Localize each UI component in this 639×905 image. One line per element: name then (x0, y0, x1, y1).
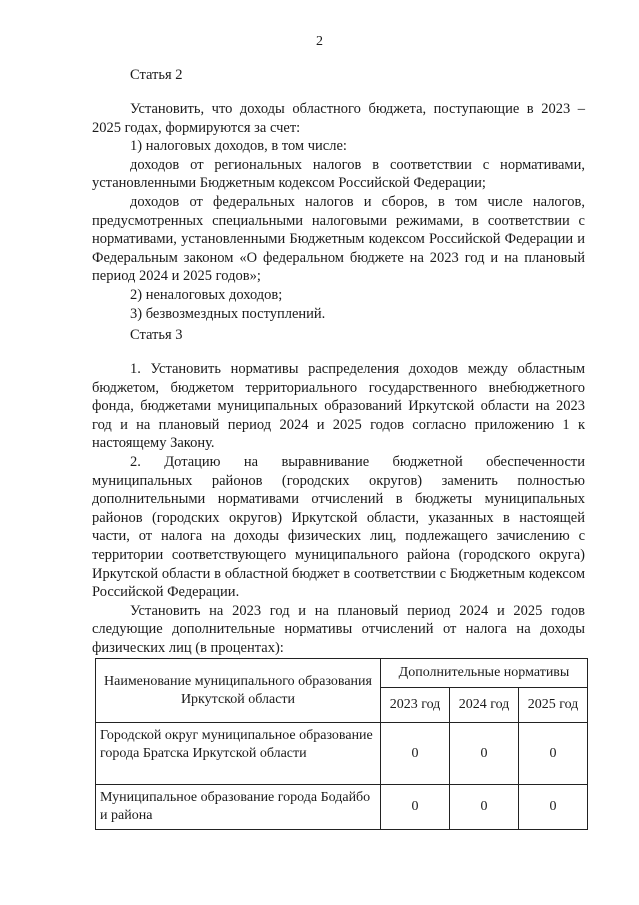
article-2-intro: Установить, что доходы областного бюджета, поступающие в 2023 – 2025 годах, формируются за счет: (92, 101, 585, 136)
article-2-item-1: 1) налоговых доходов, в том числе: (130, 138, 347, 155)
article-3-paragraph-2: 2. Дотацию на выравнивание бюджетной обеспеченности муниципальных районов (городских округов) заменить полностью дополнительными нормативами отчислений в бюджеты муниципальных районов (городских округов) Иркутской области, указанных в настоящей части, от налога на доходы физических лиц, подлежащего зачислению с территории соответствующего муниципального района (городского округа) Иркутской области в областной бюджет в соответствии с Бюджетным кодексом Российской Федерации. (92, 453, 585, 601)
normatives-table (95, 658, 588, 830)
table-cell-value: 0 (450, 785, 519, 830)
table-cell-value: 0 (519, 723, 588, 785)
table-cell-value: 0 (381, 723, 450, 785)
article-2-item-1a: доходов от региональных налогов в соответствии с нормативами, установленными Бюджетным кодексом Российской Федерации; (92, 156, 585, 192)
table-cell-value: 0 (381, 785, 450, 830)
table-row (96, 785, 588, 830)
page-number: 2 (316, 34, 323, 49)
table-year-header: 2024 год (450, 688, 519, 723)
table-cell-value: 0 (450, 723, 519, 785)
article-3-paragraph-1: 1. Установить нормативы распределения доходов между областным бюджетом, бюджетом территориального государственного внебюджетного фонда, бюджетами муниципальных образований Иркутской области на 2023 год и на плановый период 2024 и 2025 годов согласно приложению 1 к настоящему Закону. (92, 361, 585, 452)
table-year-header: 2023 год (381, 688, 450, 723)
article-2-item-3: 3) безвозмездных поступлений. (130, 305, 326, 322)
article-2-item-2: 2) неналоговых доходов; (130, 286, 283, 303)
article-2-item-1b: доходов от федеральных налогов и сборов, в том числе налогов, предусмотренных специальными налоговыми режимами, в соответствии с нормативами, установленными Бюджетным кодексом Российской Федерации и Федеральным законом «О федеральном бюджете на 2023 год и на плановый период 2024 и 2025 годов»; (92, 193, 585, 285)
article-2-heading: Статья 2 (130, 67, 183, 83)
table-year-header: 2025 год (519, 688, 588, 723)
table-cell-name: Муниципальное образование города Бодайбо и района (96, 785, 381, 830)
table-cell-name: Городской округ муниципальное образование города Братска Иркутской области (96, 723, 381, 785)
table-cell-value: 0 (519, 785, 588, 830)
article-3-body (92, 360, 585, 658)
table-name-header: Наименование муниципального образования Иркутской области (96, 659, 381, 723)
article-2-body (92, 100, 585, 323)
article-3-heading: Статья 3 (130, 327, 183, 343)
article-3-paragraph-3: Установить на 2023 год и на плановый период 2024 и 2025 годов следующие дополнительные нормативы отчислений от налога на доходы физических лиц (в процентах): (92, 602, 585, 656)
table-group-header: Дополнительные нормативы (381, 659, 588, 688)
table-row (96, 723, 588, 785)
